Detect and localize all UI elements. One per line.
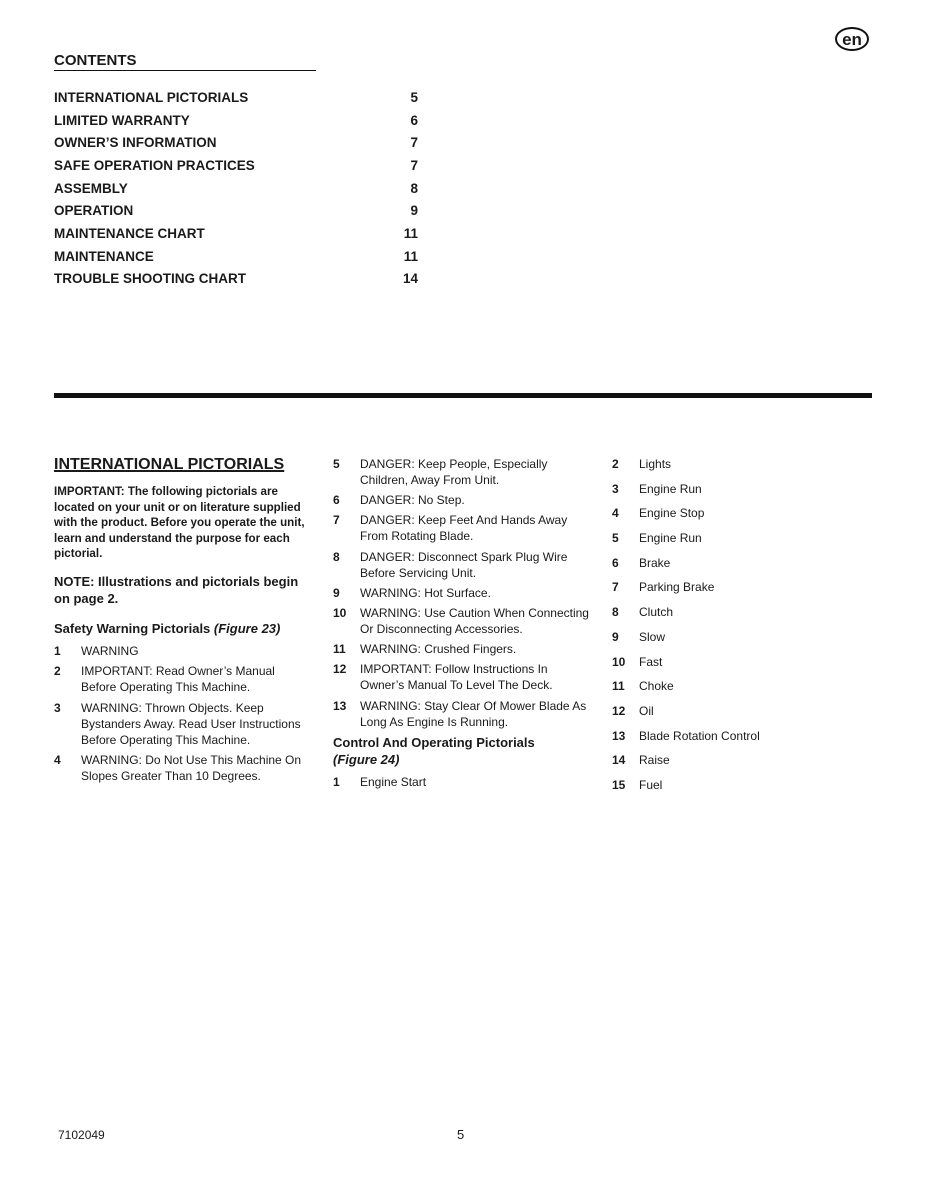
toc-page: 7 [410, 157, 418, 173]
item-number: 11 [333, 642, 346, 657]
item-number: 10 [612, 654, 626, 669]
list-item [333, 698, 595, 730]
item-number: 2 [54, 664, 61, 679]
list-item [612, 505, 872, 521]
toc-row [54, 268, 418, 291]
item-number: 4 [54, 753, 61, 768]
section-divider [54, 393, 872, 398]
list-item [612, 555, 872, 571]
list-item [333, 641, 595, 657]
safety-heading-label: Safety Warning Pictorials [54, 620, 211, 636]
item-text: Raise [639, 753, 670, 768]
item-text: Engine Run [639, 481, 702, 496]
item-number: 4 [612, 506, 619, 521]
toc-label: MAINTENANCE CHART [54, 225, 205, 241]
toc-row [54, 86, 418, 109]
list-item [612, 579, 872, 595]
item-number: 13 [612, 728, 626, 743]
toc-row [54, 154, 418, 177]
item-text: IMPORTANT: Read Owner’s Manual Before Operating This Machine. [81, 664, 275, 695]
item-number: 9 [612, 629, 619, 644]
item-text: Slow [639, 629, 666, 644]
document-code: 7102049 [58, 1128, 105, 1142]
toc-row [54, 245, 418, 268]
list-item [612, 703, 872, 719]
item-number: 15 [612, 777, 626, 792]
toc-row [54, 131, 418, 154]
important-notice: IMPORTANT: The following pictorials are located on your unit or on literature supplied with the product. Before you operate the unit, learn and understand the purpose for each pictorial. [54, 485, 305, 561]
item-text: WARNING: Stay Clear Of Mower Blade As Long As Engine Is Running. [360, 698, 587, 729]
item-text: WARNING: Use Caution When Connecting Or Disconnecting Accessories. [360, 605, 589, 636]
item-number: 5 [333, 457, 340, 471]
toc-page: 6 [410, 112, 418, 128]
list-item [612, 728, 872, 744]
item-text: WARNING: Hot Surface. [360, 585, 491, 600]
list-item [612, 604, 872, 620]
item-text: IMPORTANT: Follow Instructions In Owner’s Manual To Level The Deck. [360, 662, 553, 693]
item-number: 13 [333, 698, 347, 713]
toc-page: 9 [410, 203, 418, 219]
item-text: WARNING [81, 643, 139, 658]
item-text: DANGER: Keep Feet And Hands Away From Rotating Blade. [360, 513, 568, 544]
item-text: Clutch [639, 605, 674, 620]
toc-row [54, 109, 418, 132]
column-1 [54, 456, 312, 789]
language-badge-label: en [842, 29, 862, 49]
toc-page: 8 [410, 180, 418, 196]
item-number: 1 [333, 774, 340, 789]
item-text: Brake [639, 555, 671, 570]
item-text: Lights [639, 457, 672, 471]
column-3 [612, 456, 872, 802]
list-item [612, 629, 872, 645]
item-text: DANGER: Keep People, Especially Children, Away From Unit. [360, 457, 548, 487]
item-number: 10 [333, 605, 347, 620]
item-number: 6 [612, 555, 619, 570]
toc-label: INTERNATIONAL PICTORIALS [54, 89, 249, 105]
item-text: Engine Run [639, 531, 702, 546]
item-text: Fast [639, 654, 663, 669]
safety-heading [54, 620, 312, 637]
item-number: 2 [612, 457, 619, 471]
table-of-contents [54, 86, 418, 290]
item-number: 12 [333, 662, 347, 677]
column-2 [333, 456, 595, 794]
list-item [612, 654, 872, 670]
item-text: DANGER: Disconnect Spark Plug Wire Before Servicing Unit. [360, 549, 568, 580]
list-item [54, 643, 312, 659]
list-item [333, 605, 595, 637]
item-text: WARNING: Thrown Objects. Keep Bystanders Away. Read User Instructions Before Operating This Machine. [81, 700, 301, 747]
toc-label: OWNER’S INFORMATION [54, 135, 217, 151]
item-text: Engine Start [360, 774, 427, 789]
language-badge [835, 27, 869, 51]
toc-label: SAFE OPERATION PRACTICES [54, 157, 255, 173]
safety-figure-ref: (Figure 23) [213, 620, 281, 636]
item-text: WARNING: Crushed Fingers. [360, 642, 517, 657]
list-item [333, 774, 595, 790]
toc-page: 11 [403, 248, 418, 264]
toc-page: 11 [403, 225, 418, 241]
toc-row [54, 199, 418, 222]
toc-row [54, 222, 418, 245]
item-number: 5 [612, 531, 619, 546]
list-item [612, 530, 872, 546]
page-number: 5 [457, 1127, 465, 1142]
toc-page: 7 [410, 135, 418, 151]
note-text: NOTE: Illustrations and pictorials begin on page 2. [54, 573, 299, 607]
item-text: Engine Stop [639, 506, 705, 521]
toc-label: ASSEMBLY [54, 180, 128, 196]
item-number: 7 [333, 513, 340, 528]
toc-label: LIMITED WARRANTY [54, 112, 190, 128]
list-item [612, 752, 872, 768]
list-item [612, 777, 872, 793]
item-text: Fuel [639, 777, 663, 792]
list-item [333, 456, 595, 488]
item-text: Blade Rotation Control [639, 728, 760, 743]
item-number: 12 [612, 703, 626, 718]
section-title: INTERNATIONAL PICTORIALS [54, 456, 285, 473]
list-item [333, 585, 595, 601]
item-text: WARNING: Do Not Use This Machine On Slopes Greater Than 10 Degrees. [81, 753, 302, 784]
list-item [612, 678, 872, 694]
item-number: 3 [612, 481, 619, 496]
item-number: 6 [333, 493, 340, 508]
item-number: 9 [333, 585, 340, 600]
list-item [333, 549, 595, 581]
list-item [333, 492, 595, 508]
toc-page: 5 [410, 89, 418, 105]
item-number: 8 [333, 549, 340, 564]
item-text: DANGER: No Step. [360, 493, 465, 508]
control-figure-ref: (Figure 24) [333, 751, 400, 767]
control-heading [333, 734, 595, 768]
toc-label: TROUBLE SHOOTING CHART [54, 271, 246, 287]
item-number: 1 [54, 643, 61, 658]
toc-label: MAINTENANCE [54, 248, 154, 264]
item-number: 14 [612, 753, 626, 768]
item-number: 11 [612, 679, 625, 694]
item-text: Oil [639, 703, 654, 718]
toc-label: OPERATION [54, 203, 134, 219]
list-item [54, 752, 312, 784]
list-item [612, 456, 872, 472]
contents-title: CONTENTS [54, 52, 316, 71]
item-number: 8 [612, 605, 619, 620]
item-text: Choke [639, 679, 674, 694]
toc-page: 14 [402, 271, 418, 287]
item-text: Parking Brake [639, 580, 715, 595]
list-item [333, 661, 595, 693]
list-item [54, 663, 312, 695]
list-item [612, 481, 872, 497]
toc-row [54, 177, 418, 200]
list-item [54, 700, 312, 748]
control-heading-label: Control And Operating Pictorials [333, 734, 535, 750]
list-item [333, 512, 595, 544]
item-number: 3 [54, 700, 61, 715]
item-number: 7 [612, 580, 619, 595]
